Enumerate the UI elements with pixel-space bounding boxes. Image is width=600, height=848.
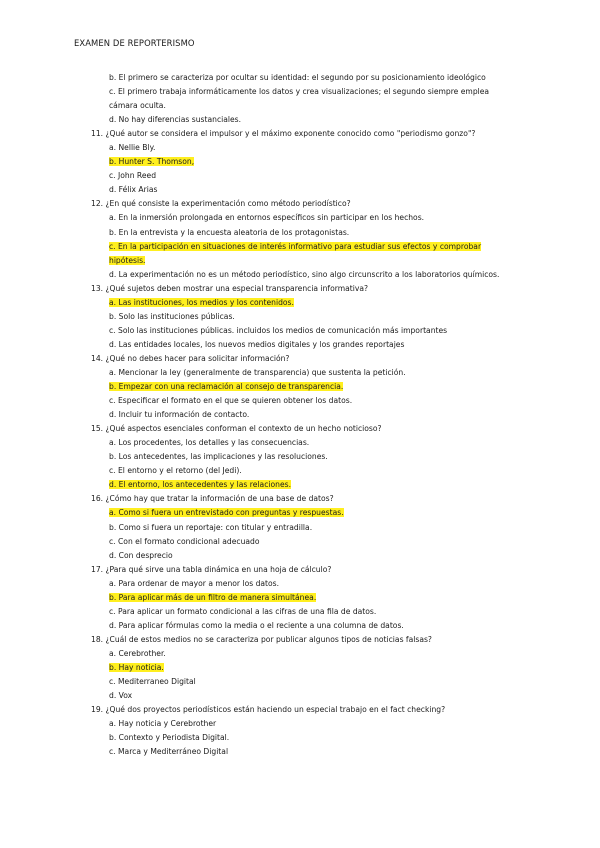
document-title: EXAMEN DE REPORTERISMO xyxy=(74,38,195,48)
highlighted-answer-text: b. Hunter S. Thomson, xyxy=(109,157,195,167)
answer-text: c. Con el formato condicional adecuado xyxy=(109,536,260,546)
highlighted-answer-text: b. Hay noticia. xyxy=(109,662,164,672)
highlighted-answer-text: a. Como si fuera un entrevistado con preguntas y respuestas. xyxy=(109,508,344,518)
answer-text: c. El entorno y el retorno (del Jedi). xyxy=(109,466,242,476)
question-text: 17. ¿Para qué sirve una tabla dinámica en una hoja de cálculo? xyxy=(91,564,332,574)
question-text: 16. ¿Cómo hay que tratar la información de una base de datos? xyxy=(91,494,334,504)
answer-text: b. Los antecedentes, las implicaciones y las resoluciones. xyxy=(109,452,328,462)
answer-option xyxy=(91,183,551,197)
answer-option xyxy=(91,380,551,394)
answer-option xyxy=(91,408,551,422)
answer-option xyxy=(91,591,551,605)
question-line xyxy=(91,352,551,366)
answer-text: b. El primero se caracteriza por ocultar su identidad: el segundo por su posicionamiento ideológico xyxy=(109,73,486,82)
answer-option xyxy=(91,169,551,183)
answer-text: d. Vox xyxy=(109,691,133,701)
question-text: 13. ¿Qué sujetos deben mostrar una especial transparencia informativa? xyxy=(91,283,369,293)
answer-text: c. Para aplicar un formato condicional a las cifras de una fila de datos. xyxy=(109,606,377,616)
question-line xyxy=(91,633,551,647)
answer-option xyxy=(91,436,551,450)
answer-option xyxy=(91,661,551,675)
answer-text: c. Marca y Mediterráneo Digital xyxy=(109,747,229,757)
answer-text: c. Especificar el formato en el que se quieren obtener los datos. xyxy=(109,396,353,406)
answer-text: a. Los procedentes, los detalles y las consecuencias. xyxy=(109,438,310,448)
question-text: 19. ¿Qué dos proyectos periodísticos están haciendo un especial trabajo en el fact checking? xyxy=(91,705,446,715)
answer-option xyxy=(91,619,551,633)
answer-text: c. Mediterraneo Digital xyxy=(109,677,196,687)
answer-text: b. En la entrevista y la encuesta aleatoria de los protagonistas. xyxy=(109,227,350,237)
answer-option xyxy=(91,647,551,661)
question-line xyxy=(91,492,551,506)
answer-text: d. Las entidades locales, los nuevos medios digitales y los grandes reportajes xyxy=(109,339,405,349)
question-line xyxy=(91,127,551,141)
answer-option xyxy=(91,113,551,127)
highlighted-answer-text: d. El entorno, los antecedentes y las relaciones. xyxy=(109,480,291,490)
highlighted-answer-text: c. En la participación en situaciones de interés informativo para estudiar sus efectos y comprobar xyxy=(109,241,482,251)
answer-text: a. Hay noticia y Cerebrother xyxy=(109,719,217,729)
answer-option xyxy=(91,506,551,520)
highlighted-answer-text: a. Las instituciones, los medios y los contenidos. xyxy=(109,297,294,307)
answer-option xyxy=(91,745,551,759)
answer-option xyxy=(91,450,551,464)
question-line xyxy=(91,197,551,211)
answer-option xyxy=(91,464,551,478)
answer-option xyxy=(91,254,551,268)
answer-option xyxy=(91,605,551,619)
answer-option xyxy=(91,366,551,380)
answer-option xyxy=(91,535,551,549)
answer-text: b. Solo las instituciones públicas. xyxy=(109,311,235,321)
question-text: 18. ¿Cuál de estos medios no se caracteriza por publicar algunos tipos de noticias falsas? xyxy=(91,634,432,644)
answer-option xyxy=(91,296,551,310)
answer-text: d. Con desprecio xyxy=(109,550,173,560)
highlighted-answer-text: hipótesis. xyxy=(109,255,146,265)
answer-option xyxy=(91,478,551,492)
answer-option xyxy=(91,717,551,731)
answer-text: a. Nellie Bly. xyxy=(109,143,156,153)
answer-option xyxy=(91,689,551,703)
answer-option xyxy=(91,310,551,324)
answer-option xyxy=(91,324,551,338)
answer-option xyxy=(91,549,551,563)
answer-text: d. La experimentación no es un método periodístico, sino algo circunscrito a los laboratorios químicos. xyxy=(109,269,500,279)
question-line xyxy=(91,282,551,296)
question-line xyxy=(91,563,551,577)
answer-option xyxy=(91,211,551,225)
question-text: 11. ¿Qué autor se considera el impulsor y el máximo exponente conocido como "periodismo gonzo"? xyxy=(91,129,476,139)
answer-text: a. En la inmersión prolongada en entornos específicos sin participar en los hechos. xyxy=(109,213,425,223)
answer-option xyxy=(91,675,551,689)
exam-questions xyxy=(91,71,551,759)
answer-option xyxy=(91,226,551,240)
question-text: 14. ¿Qué no debes hacer para solicitar información? xyxy=(91,353,290,363)
answer-option xyxy=(91,71,551,85)
answer-text: a. Para ordenar de mayor a menor los datos. xyxy=(109,578,280,588)
answer-text: b. Contexto y Periodista Digital. xyxy=(109,733,230,743)
answer-option xyxy=(91,577,551,591)
answer-option xyxy=(91,338,551,352)
answer-option xyxy=(91,240,551,254)
answer-text: a. Cerebrother. xyxy=(109,648,166,658)
answer-option xyxy=(91,731,551,745)
answer-option xyxy=(91,521,551,535)
answer-text: d. No hay diferencias sustanciales. xyxy=(109,115,242,125)
answer-text: c. El primero trabaja informáticamente los datos y crea visualizaciones; el segundo siempre emplea xyxy=(109,87,490,97)
answer-option xyxy=(91,141,551,155)
question-line xyxy=(91,703,551,717)
answer-text: d. Para aplicar fórmulas como la media o el reciente a una columna de datos. xyxy=(109,620,404,630)
question-text: 12. ¿En qué consiste la experimentación como método periodístico? xyxy=(91,199,351,209)
highlighted-answer-text: b. Para aplicar más de un filtro de manera simultánea. xyxy=(109,592,317,602)
answer-option xyxy=(91,268,551,282)
answer-text: d. Incluir tu información de contacto. xyxy=(109,410,250,420)
question-line xyxy=(91,422,551,436)
answer-text: c. John Reed xyxy=(109,171,157,181)
highlighted-answer-text: b. Empezar con una reclamación al consejo de transparencia. xyxy=(109,382,344,392)
answer-option xyxy=(91,85,551,99)
answer-option xyxy=(91,155,551,169)
answer-option xyxy=(91,394,551,408)
answer-text: cámara oculta. xyxy=(109,101,166,111)
question-text: 15. ¿Qué aspectos esenciales conforman el contexto de un hecho noticioso? xyxy=(91,424,382,434)
answer-text: d. Félix Arias xyxy=(109,185,158,195)
answer-text: a. Mencionar la ley (generalmente de transparencia) que sustenta la petición. xyxy=(109,367,406,377)
answer-text: c. Solo las instituciones públicas. incluidos los medios de comunicación más importantes xyxy=(109,325,448,335)
answer-option xyxy=(91,99,551,113)
answer-text: b. Como si fuera un reportaje: con titular y entradilla. xyxy=(109,522,313,532)
